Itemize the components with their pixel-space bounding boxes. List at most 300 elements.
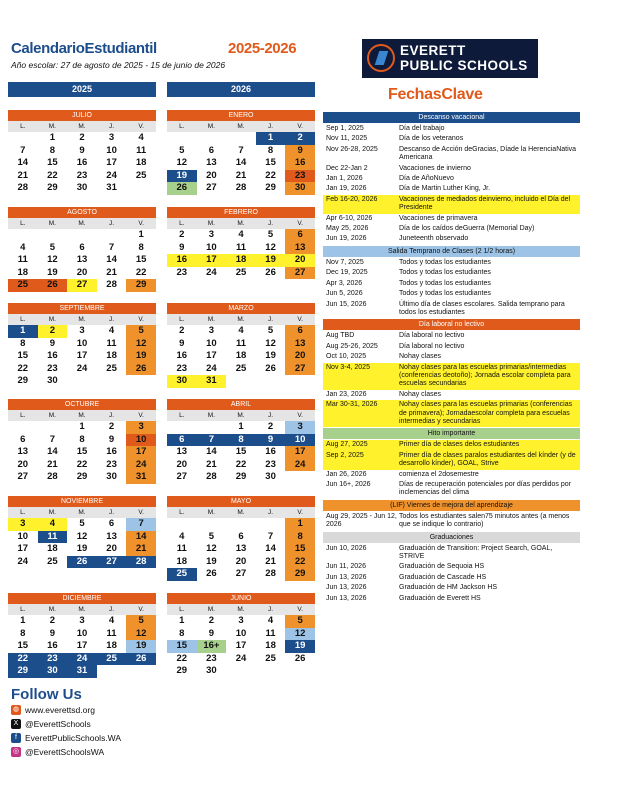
day-cell: 24 xyxy=(206,362,217,374)
day-cell: 13 xyxy=(106,530,117,542)
day-cell: 25 xyxy=(235,266,247,278)
day-cell: 11 xyxy=(235,337,246,349)
weekday-label: J. xyxy=(109,606,115,613)
day-cell: 12 xyxy=(126,338,156,351)
day-cell: 5 xyxy=(267,229,274,240)
day-cell: 24 xyxy=(285,459,315,472)
event-row xyxy=(323,214,580,224)
day-cell: 16 xyxy=(106,446,117,458)
day-cell: 20 xyxy=(17,458,29,470)
day-cell: 26 xyxy=(67,556,97,569)
day-cell: 28 xyxy=(17,182,29,194)
key-dates-title: FechasClave xyxy=(388,86,483,103)
day-cell: 11 xyxy=(17,254,28,266)
day-cell: 2 xyxy=(267,421,274,432)
day-cell: 17 xyxy=(197,254,227,267)
weekday-label: V. xyxy=(297,123,303,130)
day-cell xyxy=(97,665,127,678)
month-days xyxy=(8,325,156,388)
day-cell: 19 xyxy=(256,254,286,267)
day-cell: 8 xyxy=(138,241,144,253)
day-cell: 11 xyxy=(106,627,117,639)
day-cell: 1 xyxy=(8,325,38,338)
day-cell: 23 xyxy=(206,652,217,664)
day-cell: 26 xyxy=(206,568,217,580)
day-cell: 16 xyxy=(167,254,197,267)
weekday-label: V. xyxy=(138,123,144,130)
day-cell: 8 xyxy=(20,627,26,639)
weekday-label: M. xyxy=(237,412,245,419)
day-cell: 23 xyxy=(38,653,68,666)
month-septiembre xyxy=(8,303,156,388)
day-cell: 4 xyxy=(38,518,68,531)
day-cell xyxy=(285,665,315,678)
day-cell: 10 xyxy=(17,530,29,542)
day-cell xyxy=(167,518,197,531)
weekday-label: J. xyxy=(268,412,274,419)
day-cell: 8 xyxy=(20,337,26,349)
month-days xyxy=(167,325,315,388)
event-row xyxy=(323,363,580,390)
section-header: (LIF) Viernes de mejora del aprendizaje xyxy=(323,500,580,511)
event-date: Sep 2, 2025 xyxy=(326,451,364,459)
day-cell: 1 xyxy=(179,615,185,626)
event-row xyxy=(323,352,580,362)
day-cell: 5 xyxy=(285,615,315,628)
day-cell: 14 xyxy=(47,446,58,458)
day-cell: 8 xyxy=(226,434,256,447)
weekday-label: V. xyxy=(138,220,144,227)
day-cell: 25 xyxy=(97,653,127,666)
event-row xyxy=(323,390,580,400)
weekday-label: J. xyxy=(268,316,274,323)
event-text: Todos y todas los estudiantes xyxy=(399,258,491,266)
day-cell: 29 xyxy=(126,279,156,292)
day-cell: 12 xyxy=(265,241,276,253)
day-cell: 1 xyxy=(238,421,244,432)
logo-line1: EVERETT xyxy=(400,43,466,58)
day-cell: 21 xyxy=(106,266,117,278)
day-cell: 21 xyxy=(235,169,247,181)
day-cell xyxy=(67,229,97,242)
day-cell: 8 xyxy=(79,433,85,445)
day-cell: 2 xyxy=(208,615,215,626)
day-cell: 27 xyxy=(285,267,315,280)
day-cell: 3 xyxy=(79,615,85,626)
weekday-label: M. xyxy=(78,412,86,419)
weekday-label: M. xyxy=(48,316,56,323)
day-cell: 22 xyxy=(17,362,29,374)
day-cell: 8 xyxy=(179,627,185,639)
day-cell: 30 xyxy=(47,375,58,387)
month-octubre xyxy=(8,399,156,484)
weekday-label: L. xyxy=(179,123,185,130)
day-cell: 5 xyxy=(49,241,56,253)
event-row xyxy=(323,224,580,234)
social-link[interactable] xyxy=(11,747,104,757)
day-cell: 20 xyxy=(76,266,88,278)
weekday-label: M. xyxy=(207,316,215,323)
day-cell: 21 xyxy=(126,543,156,556)
weekday-header xyxy=(167,314,315,325)
day-cell: 19 xyxy=(206,555,217,567)
day-cell: 20 xyxy=(285,254,315,267)
day-cell: 15 xyxy=(167,640,197,653)
day-cell: 26 xyxy=(265,362,276,374)
event-text: Día del trabajo xyxy=(399,125,445,132)
weekday-label: M. xyxy=(78,123,86,130)
day-cell: 23 xyxy=(285,170,315,183)
event-date: Jun 11, 2026 xyxy=(326,563,366,571)
day-cell: 6 xyxy=(285,229,315,242)
event-date: Jun 10, 2026 xyxy=(326,544,367,552)
event-date: Jun 13, 2026 xyxy=(326,584,367,592)
day-cell: 27 xyxy=(67,279,97,292)
weekday-label: L. xyxy=(20,316,26,323)
day-cell: 3 xyxy=(79,325,85,336)
day-cell: 20 xyxy=(235,555,247,567)
day-cell: 5 xyxy=(208,530,215,542)
section-header: Salida Temprano de Clases (2 1/2 horas) xyxy=(323,246,580,257)
month-days xyxy=(8,132,156,195)
day-cell: 9 xyxy=(256,434,286,447)
event-row xyxy=(323,573,580,583)
day-cell: 29 xyxy=(176,665,188,677)
day-cell: 6 xyxy=(167,434,197,447)
day-cell: 10 xyxy=(235,627,247,639)
weekday-label: M. xyxy=(207,123,215,130)
month-agosto xyxy=(8,207,156,292)
day-cell: 29 xyxy=(235,471,247,483)
event-date: May 25, 2026 xyxy=(326,225,369,233)
event-text: comienza el 2dosemestre xyxy=(399,470,479,478)
weekday-label: M. xyxy=(237,316,245,323)
day-cell: 18 xyxy=(135,157,147,169)
event-row xyxy=(323,145,580,164)
day-cell: 22 xyxy=(265,169,276,181)
day-cell: 17 xyxy=(76,640,88,652)
event-row xyxy=(323,300,580,319)
social-link[interactable] xyxy=(11,733,121,743)
weekday-label: V. xyxy=(138,316,144,323)
day-cell: 7 xyxy=(108,241,115,253)
event-text: Primer día de clases paralos estudiantes del kínder (y de desarrollo kínder), GOAL, Strive xyxy=(399,451,576,468)
social-link-text: www.everettsd.org xyxy=(25,705,95,715)
day-cell: 4 xyxy=(138,132,144,143)
day-cell: 17 xyxy=(17,543,29,555)
day-cell: 15 xyxy=(17,640,29,652)
day-cell: 19 xyxy=(126,350,156,363)
day-cell: 15 xyxy=(285,543,315,556)
day-cell: 12 xyxy=(206,543,217,555)
month-days xyxy=(167,615,315,678)
event-date: Nov 26-28, 2025 xyxy=(326,145,378,153)
event-text: Graduación de Sequoia HS xyxy=(399,563,485,571)
day-cell: 27 xyxy=(97,556,127,569)
month-junio xyxy=(167,593,315,678)
event-row xyxy=(323,470,580,480)
day-cell: 6 xyxy=(285,325,315,338)
weekday-label: L. xyxy=(20,123,26,130)
weekday-label: J. xyxy=(109,412,115,419)
day-cell xyxy=(38,229,68,242)
day-cell xyxy=(8,421,38,434)
month-abril xyxy=(167,399,315,484)
day-cell: 24 xyxy=(76,362,88,374)
day-cell: 14 xyxy=(265,543,276,555)
day-cell: 22 xyxy=(176,652,188,664)
weekday-label: J. xyxy=(268,606,274,613)
day-cell: 13 xyxy=(176,446,188,458)
day-cell: 25 xyxy=(8,279,38,292)
social-link-text: @EverettSchools xyxy=(25,719,91,729)
weekday-label: L. xyxy=(20,509,26,516)
day-cell: 11 xyxy=(106,337,117,349)
event-text: Todos y todas los estudiantes xyxy=(399,269,491,277)
day-cell: 30 xyxy=(265,471,276,483)
event-date: Jan 1, 2026 xyxy=(326,175,363,183)
globe-icon: ◍ xyxy=(12,706,20,713)
day-cell: 9 xyxy=(208,627,215,639)
day-cell: 2 xyxy=(179,229,185,240)
weekday-label: V. xyxy=(297,220,303,227)
event-text: Graduación de Transition: Project Search, GOAL, STRIVE xyxy=(399,544,553,561)
day-cell: 9 xyxy=(79,144,85,156)
day-cell: 16 xyxy=(47,350,58,362)
month-name: MAYO xyxy=(167,496,315,507)
event-row xyxy=(323,258,580,268)
day-cell: 3 xyxy=(238,615,244,626)
day-cell: 24 xyxy=(17,555,29,567)
day-cell: 8 xyxy=(285,531,315,544)
day-cell xyxy=(226,132,256,145)
day-cell: 16 xyxy=(265,446,276,458)
section-header: Día laboral no lectivo xyxy=(323,319,580,330)
day-cell: 17 xyxy=(235,640,247,652)
day-cell xyxy=(256,375,286,388)
day-cell: 23 xyxy=(47,362,58,374)
day-cell xyxy=(197,518,227,531)
day-cell: 19 xyxy=(265,350,276,362)
event-row xyxy=(323,562,580,572)
day-cell: 19 xyxy=(76,543,88,555)
social-link[interactable] xyxy=(11,705,95,715)
day-cell: 23 xyxy=(176,266,188,278)
month-name: FEBRERO xyxy=(167,207,315,218)
calendar-title: CalendarioEstudiantil xyxy=(11,40,157,57)
day-cell xyxy=(197,132,227,145)
day-cell: 7 xyxy=(238,144,244,156)
event-text: Primer día de clases delos estudiantes xyxy=(399,441,520,449)
day-cell: 12 xyxy=(285,628,315,641)
day-cell: 14 xyxy=(126,531,156,544)
day-cell: 4 xyxy=(108,615,115,626)
month-diciembre xyxy=(8,593,156,678)
day-cell: 19 xyxy=(285,640,315,653)
day-cell: 10 xyxy=(126,434,156,447)
social-link[interactable] xyxy=(11,719,91,729)
event-row xyxy=(323,195,580,214)
weekday-header xyxy=(167,218,315,229)
event-row xyxy=(323,234,580,244)
day-cell: 29 xyxy=(8,665,38,678)
day-cell: 5 xyxy=(179,144,185,156)
month-days xyxy=(167,229,315,279)
day-cell: 26 xyxy=(167,182,197,195)
weekday-label: L. xyxy=(179,316,185,323)
weekday-label: M. xyxy=(48,220,56,227)
event-row xyxy=(323,583,580,593)
day-cell: 25 xyxy=(135,169,147,181)
day-cell: 4 xyxy=(108,325,115,336)
event-text: Todos y todas los estudiantes xyxy=(399,279,491,287)
event-row xyxy=(323,279,580,289)
event-row xyxy=(323,184,580,194)
weekday-label: L. xyxy=(179,509,185,516)
key-dates-list xyxy=(323,111,580,604)
day-cell: 31 xyxy=(106,182,117,194)
day-cell: 17 xyxy=(76,350,88,362)
day-cell: 26 xyxy=(126,363,156,376)
event-date: Aug 25-26, 2025 xyxy=(326,342,378,350)
day-cell: 24 xyxy=(126,459,156,472)
weekday-header xyxy=(8,314,156,325)
day-cell xyxy=(8,229,38,242)
logo-line2: PUBLIC SCHOOLS xyxy=(400,58,528,73)
month-days xyxy=(8,518,156,568)
day-cell xyxy=(67,375,97,388)
event-date: Apr 6-10, 2026 xyxy=(326,214,373,222)
day-cell: 13 xyxy=(206,157,217,169)
logo-mark-icon xyxy=(367,44,395,72)
event-date: Aug 27, 2025 xyxy=(326,441,368,449)
weekday-label: L. xyxy=(20,606,26,613)
day-cell: 18 xyxy=(226,254,256,267)
weekday-label: J. xyxy=(109,123,115,130)
day-cell: 14 xyxy=(235,157,247,169)
event-text: Día de los caídos deGuerra (Memorial Day) xyxy=(399,225,535,233)
event-text: Día de AñoNuevo xyxy=(399,175,454,183)
weekday-label: J. xyxy=(109,316,115,323)
day-cell: 23 xyxy=(265,458,276,470)
day-cell: 18 xyxy=(265,640,276,652)
event-date: Jun 16+, 2026 xyxy=(326,481,371,488)
event-text: Nohay clases para las escuelas primarias (conferencias de primavera); Jornadaescolar completa para escuelas intermedias y secundarias xyxy=(399,401,573,425)
day-cell xyxy=(226,665,256,678)
month-name: MARZO xyxy=(167,303,315,314)
section-header: Graduaciones xyxy=(323,532,580,543)
day-cell: 30 xyxy=(285,182,315,195)
weekday-label: M. xyxy=(237,220,245,227)
day-cell: 31 xyxy=(126,471,156,484)
day-cell: 8 xyxy=(49,144,56,156)
month-name: ENERO xyxy=(167,110,315,121)
day-cell: 6 xyxy=(79,241,85,253)
weekday-label: M. xyxy=(78,316,86,323)
day-cell: 24 xyxy=(67,653,97,666)
weekday-header xyxy=(8,121,156,132)
weekday-header xyxy=(167,121,315,132)
instagram-icon: ◎ xyxy=(12,748,20,755)
event-text: Juneteenth observado xyxy=(399,235,469,243)
day-cell: 20 xyxy=(176,458,188,470)
day-cell: 16 xyxy=(47,640,58,652)
event-text: Graduación de Cascade HS xyxy=(399,573,487,581)
event-row xyxy=(323,289,580,299)
day-cell: 20 xyxy=(206,169,217,181)
weekday-label: M. xyxy=(48,123,56,130)
month-name: SEPTIEMBRE xyxy=(8,303,156,314)
month-julio xyxy=(8,110,156,195)
day-cell: 13 xyxy=(76,254,88,266)
district-logo xyxy=(362,39,538,78)
day-cell: 4 xyxy=(238,325,244,336)
day-cell: 11 xyxy=(176,543,187,555)
day-cell: 23 xyxy=(76,169,88,181)
day-cell: 30 xyxy=(167,375,197,388)
day-cell: 11 xyxy=(38,531,68,544)
event-text: Día de Martin Luther King, Jr. xyxy=(399,185,491,193)
day-cell: 7 xyxy=(197,434,227,447)
month-days xyxy=(167,132,315,195)
day-cell: 16+ xyxy=(197,640,227,653)
day-cell: 27 xyxy=(176,471,188,483)
weekday-label: M. xyxy=(237,509,245,516)
day-cell: 28 xyxy=(47,471,58,483)
day-cell: 14 xyxy=(17,157,29,169)
day-cell: 18 xyxy=(235,350,247,362)
day-cell: 9 xyxy=(179,337,185,349)
day-cell: 2 xyxy=(49,615,56,626)
day-cell: 2 xyxy=(179,325,185,336)
day-cell xyxy=(97,375,127,388)
social-link-text: EverettPublicSchools.WA xyxy=(25,733,122,743)
event-row xyxy=(323,594,580,604)
day-cell: 22 xyxy=(135,266,147,278)
event-row xyxy=(323,480,580,499)
month-name: JULIO xyxy=(8,110,156,121)
day-cell: 28 xyxy=(235,182,247,194)
weekday-label: M. xyxy=(207,220,215,227)
day-cell: 19 xyxy=(167,170,197,183)
day-cell: 10 xyxy=(76,627,88,639)
day-cell: 10 xyxy=(206,337,217,349)
day-cell xyxy=(126,665,156,678)
weekday-label: M. xyxy=(207,412,215,419)
event-date: Jun 13, 2026 xyxy=(326,573,367,581)
event-row xyxy=(323,440,580,450)
event-row xyxy=(323,174,580,184)
month-days xyxy=(167,421,315,484)
day-cell: 30 xyxy=(38,665,68,678)
event-row xyxy=(323,134,580,144)
weekday-label: J. xyxy=(109,220,115,227)
day-cell: 17 xyxy=(285,446,315,459)
day-cell: 29 xyxy=(265,182,276,194)
day-cell xyxy=(126,375,156,388)
event-text: Día de los veteranos xyxy=(399,135,464,143)
day-cell: 11 xyxy=(265,627,276,639)
day-cell: 29 xyxy=(285,568,315,581)
day-cell: 10 xyxy=(76,337,88,349)
day-cell: 24 xyxy=(106,169,117,181)
event-date: Jun 15, 2026 xyxy=(326,300,367,308)
event-text: Último día de clases escolares. Salida temprano para todos los estudiantes xyxy=(399,300,565,316)
x-icon: X xyxy=(11,719,21,729)
weekday-label: V. xyxy=(297,606,303,613)
event-text: Graduación de HM Jackson HS xyxy=(399,584,498,592)
event-row xyxy=(323,124,580,134)
